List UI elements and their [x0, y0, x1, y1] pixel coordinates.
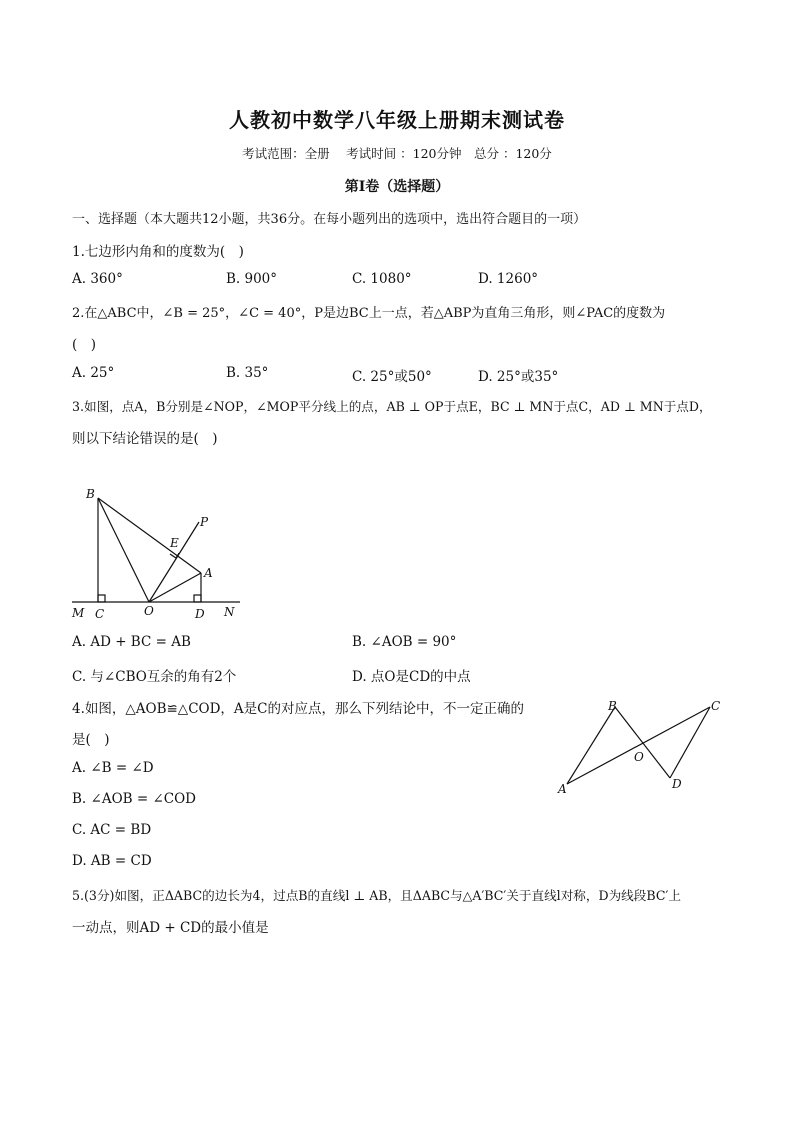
q3-label-m: M — [72, 606, 85, 620]
q4-label-b: B — [608, 699, 617, 713]
q4-label-c: C — [711, 699, 721, 713]
q3-right-angle-d — [194, 595, 201, 602]
q1-option-a: A. 360° — [72, 271, 123, 287]
q3-label-p: P — [200, 515, 209, 529]
section-header: 一、选择题（本大题共12小题，共36分。在每小题列出的选项中，选出符合题目的一项） — [72, 212, 587, 227]
q4-stem-line2: 是( ) — [72, 732, 110, 748]
q4-option-d: D. AB = CD — [72, 853, 152, 869]
q2-stem-line2: ( ) — [72, 337, 97, 353]
q4-stem-line1: 4.如图，△AOB≌△COD，A是C的对应点，那么下列结论中，不一定正确的 — [72, 701, 524, 717]
q3-figure — [60, 480, 260, 625]
q2-option-b: B. 35° — [226, 365, 269, 381]
q4-label-d: D — [672, 777, 682, 791]
q4-segment-bd — [615, 707, 670, 778]
q3-stem-line1: 3.如图，点A，B分别是∠NOP，∠MOP平分线上的点，AB ⊥ OP于点E，BC ⊥ MN于点C，AD ⊥ MN于点D， — [72, 399, 712, 414]
q3-segment-bo — [98, 498, 149, 602]
q1-option-d: D. 1260° — [478, 271, 539, 287]
q3-option-a: A. AD + BC = AB — [72, 634, 191, 650]
q1-option-b: B. 900° — [226, 271, 278, 287]
exam-info: 考试范围：全册 考试时间 ：120分钟 总分 ：120分 — [242, 146, 552, 161]
q3-right-angle-c — [98, 595, 105, 602]
q4-segment-ab — [567, 707, 615, 784]
q3-segment-oa — [149, 573, 201, 602]
q1-stem: 1.七边形内角和的度数为( ) — [72, 244, 244, 260]
q4-label-a: A — [558, 782, 567, 796]
q4-label-o: O — [634, 750, 644, 764]
q3-ray-op — [149, 522, 199, 602]
q2-option-c: C. 25°或50° — [352, 369, 432, 385]
q5-stem-line2: 一动点，则AD + CD的最小值是 — [72, 920, 269, 936]
q2-option-d: D. 25°或35° — [478, 369, 559, 385]
q2-option-a: A. 25° — [72, 365, 115, 381]
q3-label-n: N — [224, 605, 235, 619]
q3-label-o: O — [144, 604, 154, 618]
q3-label-c: C — [95, 607, 105, 621]
q3-label-a: A — [204, 566, 213, 580]
q4-option-a: A. ∠B = ∠D — [72, 760, 154, 776]
q3-option-d: D. 点O是CD的中点 — [352, 669, 471, 685]
q3-stem-line2: 则以下结论错误的是( ) — [72, 431, 218, 447]
q4-option-b: B. ∠AOB = ∠COD — [72, 791, 196, 807]
q5-stem-line1: 5.(3分)如图，正ΔABC的边长为4，过点B的直线l ⊥ AB，且ΔABC与△A′BC′关于直线l对称，D为线段BC′上 — [72, 888, 681, 903]
q3-segment-ba — [98, 498, 201, 573]
q3-option-b: B. ∠AOB = 90° — [352, 634, 457, 650]
q1-option-c: C. 1080° — [352, 271, 412, 287]
q4-figure — [550, 690, 735, 800]
part-title: 第Ⅰ卷（选择题） — [344, 179, 450, 195]
q3-label-e: E — [170, 536, 179, 550]
q2-stem-line1: 2.在△ABC中，∠B = 25°，∠C = 40°，P是边BC上一点，若△ABP为直角三角形，则∠PAC的度数为 — [72, 306, 666, 321]
q3-label-d: D — [195, 607, 205, 621]
q3-label-b: B — [86, 487, 95, 501]
exam-title: 人教初中数学八年级上册期末测试卷 — [229, 108, 565, 132]
q4-option-c: C. AC = BD — [72, 822, 152, 838]
q3-option-c: C. 与∠CBO互余的角有2个 — [72, 669, 237, 685]
